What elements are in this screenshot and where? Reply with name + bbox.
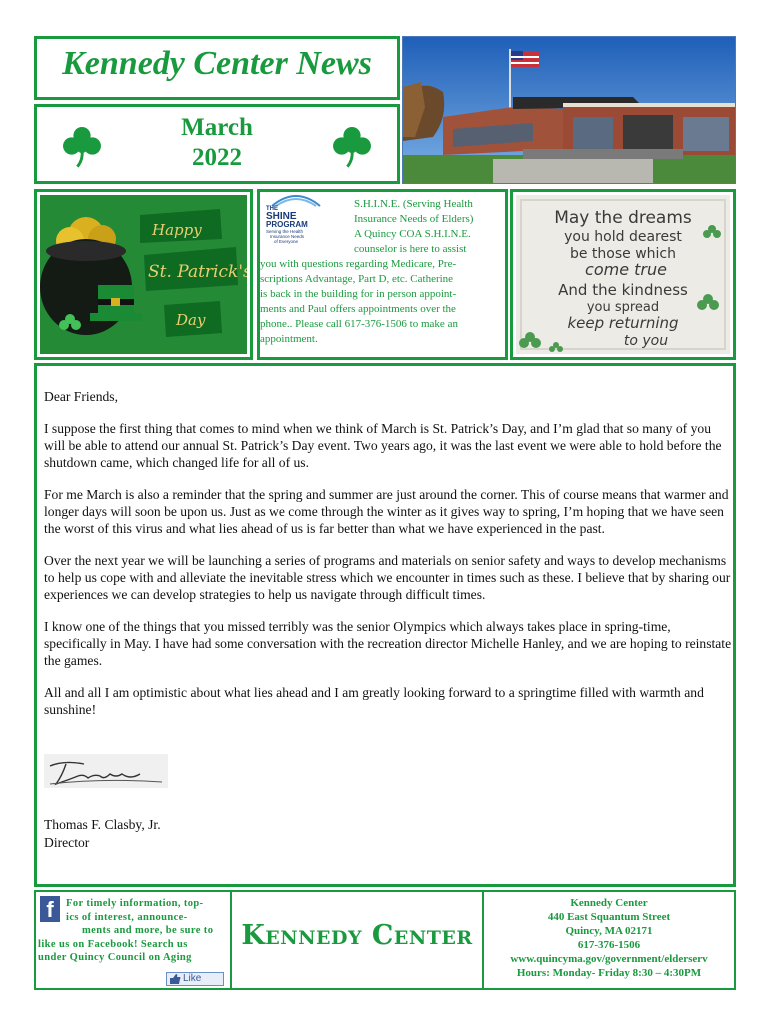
svg-text:Insurance Needs: Insurance Needs <box>270 234 305 239</box>
irish-blessing-quote-image <box>516 195 730 354</box>
letter-salutation: Dear Friends, <box>44 389 118 404</box>
signer-name: Thomas F. Clasby, Jr. <box>44 817 161 832</box>
facebook-like-button[interactable] <box>166 972 224 986</box>
office-hours: Hours: Monday- Friday 8:30 – 4:30PM <box>516 967 702 979</box>
footer <box>34 890 736 990</box>
svg-text:you hold dearest: you hold dearest <box>564 229 682 245</box>
newsletter-title: Kennedy Center News <box>62 45 372 82</box>
address-block <box>484 896 734 980</box>
banner-st-patricks: St. Patrick's <box>148 262 247 282</box>
st-patricks-day-image-box <box>34 189 253 360</box>
date-box <box>34 104 400 184</box>
center-name: Kennedy Center <box>570 897 648 909</box>
kennedy-center-logo: Kennedy Center <box>241 920 473 951</box>
svg-text:PROGRAM: PROGRAM <box>266 220 308 229</box>
shine-program-box <box>257 189 508 360</box>
signature-image <box>44 754 168 788</box>
street-address: 440 East Squantum Street <box>547 911 671 923</box>
facebook-notice <box>36 892 232 988</box>
shamrock-icon <box>329 123 375 169</box>
letter-paragraph: All and all I am optimistic about what lies ahead and I am greatly looking forward to a springtime filled with warmth and sunshine! <box>44 685 704 717</box>
svg-text:SHINE: SHINE <box>266 211 297 222</box>
svg-text:THE: THE <box>266 206 278 212</box>
like-label: Like <box>183 973 202 984</box>
svg-text:of Everyone: of Everyone <box>274 239 299 244</box>
banner-day: Day <box>176 311 206 329</box>
quote-image-box <box>510 189 736 360</box>
svg-text:Serving the Health: Serving the Health <box>266 229 304 234</box>
letter-paragraph: I suppose the first thing that comes to mind when we think of March is St. Patrick’s Day, and I’m glad that so many of you will be able to attend our annual St. Patrick’s Day event. Two years ago, it was the last event we were able to hold before the shutdown came, which changed life for all of us. <box>44 421 722 470</box>
svg-text:keep returning: keep returning <box>567 314 679 332</box>
svg-text:come true: come true <box>585 260 667 279</box>
kennedy-center-logo-cell <box>232 892 484 988</box>
letter-paragraph: Over the next year we will be launching a series of programs and materials on senior safety and ways to develop mechanisms to help us cope with and alleviate the inevitable stress which we encounter in times such as these. I believe that by sharing our experiences we can develop strategies to help us navigate through difficult times. <box>44 553 731 602</box>
svg-text:be those which: be those which <box>569 246 677 262</box>
facebook-icon[interactable]: f <box>40 896 60 922</box>
st-patricks-day-image <box>40 195 247 354</box>
building-photo <box>402 36 736 184</box>
shine-description: S.H.I.N.E. (Serving Health Insurance Needs of Elders) A Quincy COA S.H.I.N.E. counselor is here to assist you with questions regarding Medicare, Pre- scriptions Advantage, Part D, etc. Catherine is back in the building for in person appoint- ments and Paul offers appointments over the phone.. Please call 617-376-1506 to make an appointment. <box>260 198 474 345</box>
svg-text:you spread: you spread <box>586 300 660 315</box>
issue-year: 2022 <box>192 144 242 171</box>
letter-paragraph: For me March is also a reminder that the spring and summer are just around the corner. This of course means that warmer and longer days will soon be upon us. Just as we come through the winter as it gives way to spring, I’m hoping that we have seen the worst of this virus and what lies ahead of us is far better than what we have experienced in the past. <box>44 487 729 536</box>
director-letter <box>34 363 736 887</box>
city-state-zip: Quincy, MA 02171 <box>565 925 653 937</box>
title-box <box>34 36 400 100</box>
issue-month: March <box>181 114 253 141</box>
signer-title: Director <box>44 835 90 850</box>
website-link[interactable]: www.quincyma.gov/government/elderserv <box>510 953 708 965</box>
facebook-notice-text: For timely information, top- ics of interest, announce- ments and more, be sure to like us on Facebook! Search us under Quincy Council on Aging <box>38 898 214 963</box>
svg-text:And the kindness: And the kindness <box>558 281 688 299</box>
thumbs-up-icon <box>170 974 181 984</box>
contact-info <box>484 892 734 988</box>
phone-number: 617-376-1506 <box>577 939 641 951</box>
svg-text:May the dreams: May the dreams <box>554 208 692 228</box>
letter-body <box>44 388 734 733</box>
banner-happy: Happy <box>152 221 202 239</box>
svg-text:to you: to you <box>623 333 669 349</box>
letter-paragraph: I know one of the things that you missed terribly was the senior Olympics which always takes place in spring-time, specifically in May. I have had some conversation with the recreation director Michelle Hanley, and we are hoping to reinstate the games. <box>44 619 732 668</box>
